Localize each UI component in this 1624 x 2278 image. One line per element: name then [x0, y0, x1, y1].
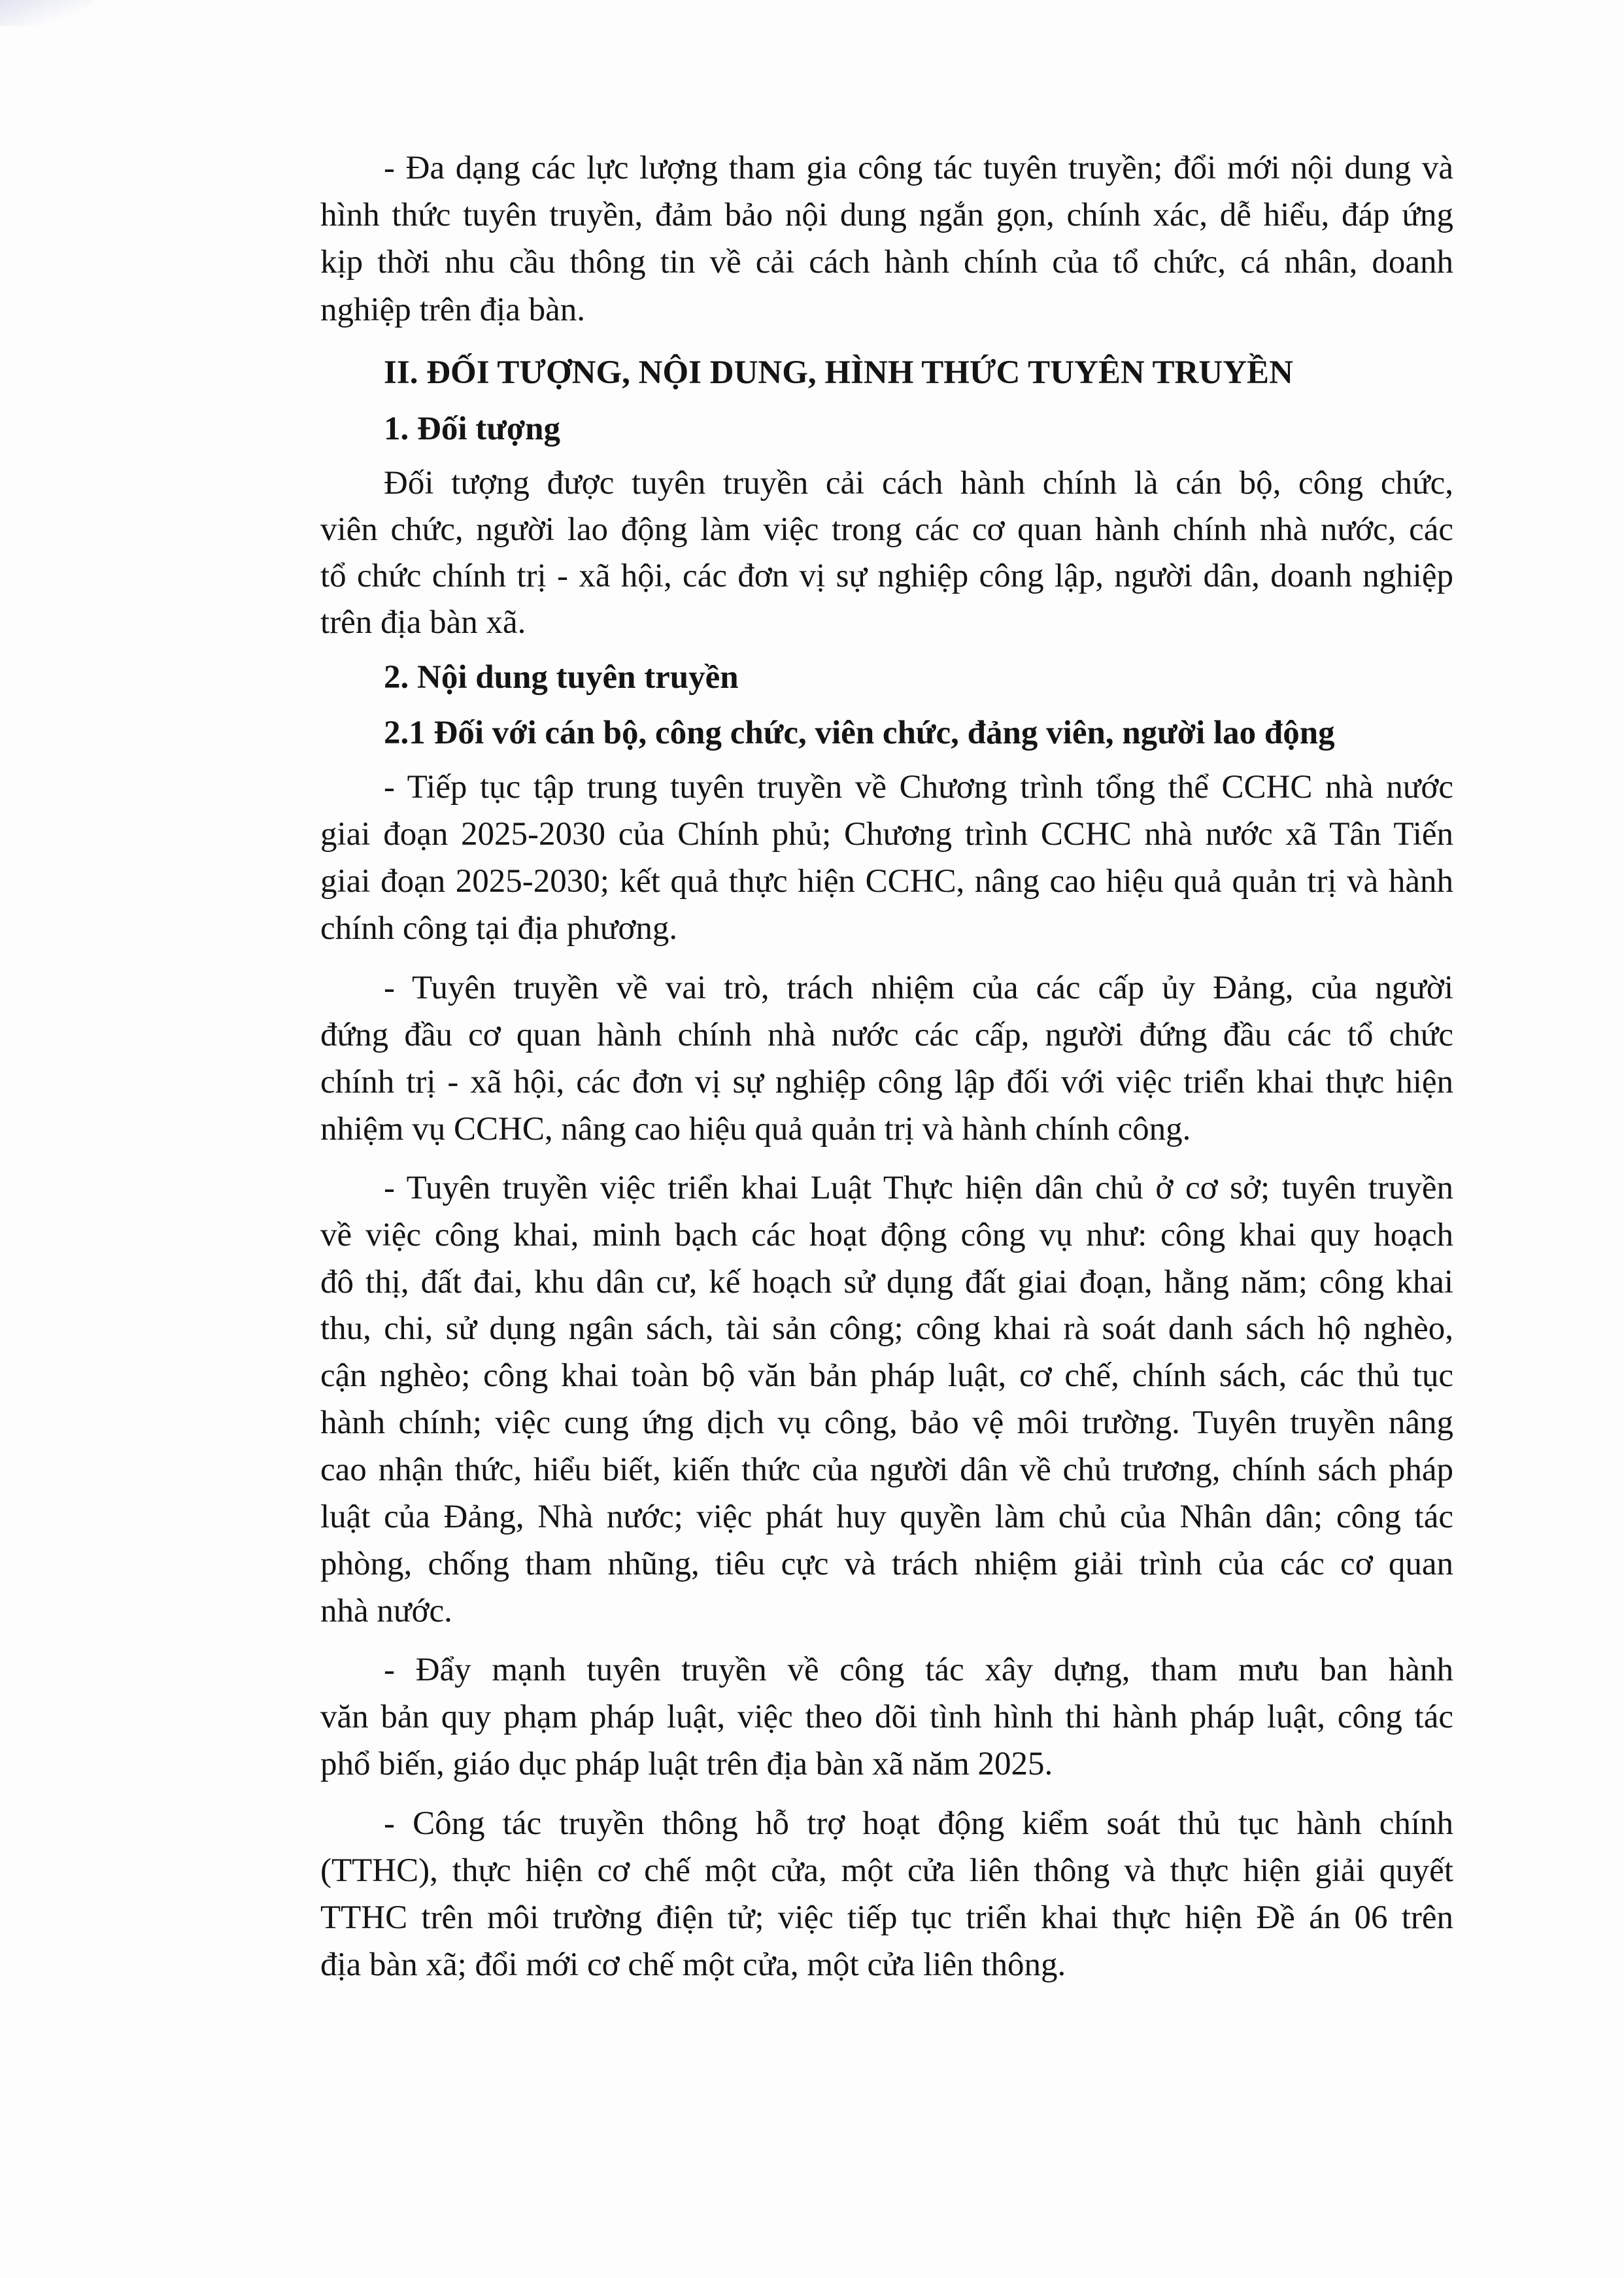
text-line: - Tuyên truyền việc triển khai Luật Thực hiện dân chủ ở cơ sở; tuyên truyền [384, 1170, 1453, 1206]
text-line: hành chính; việc cung ứng dịch vụ công, bảo vệ môi trường. Tuyên truyền nâng [320, 1404, 1453, 1441]
text-line: Đối tượng được tuyên truyền cải cách hành chính là cán bộ, công chức, [384, 465, 1453, 502]
subsection-heading: 2.1 Đối với cán bộ, công chức, viên chức, đảng viên, người lao động [384, 715, 1335, 751]
text-line: tổ chức chính trị - xã hội, các đơn vị sự nghiệp công lập, người dân, doanh nghiệp [320, 558, 1453, 594]
text-line: giai đoạn 2025-2030 của Chính phủ; Chương trình CCHC nhà nước xã Tân Tiến [320, 816, 1453, 853]
text-line: trên địa bàn xã. [320, 604, 526, 641]
text-line: nghiệp trên địa bàn. [320, 292, 586, 328]
text-line: - Đa dạng các lực lượng tham gia công tác tuyên truyền; đổi mới nội dung và [384, 150, 1453, 186]
text-line: phổ biến, giáo dục pháp luật trên địa bàn xã năm 2025. [320, 1746, 1053, 1782]
text-line: giai đoạn 2025-2030; kết quả thực hiện CCHC, nâng cao hiệu quả quản trị và hành [320, 863, 1453, 900]
text-line: - Đẩy mạnh tuyên truyền về công tác xây dựng, tham mưu ban hành [384, 1652, 1453, 1688]
subsection-heading: 1. Đối tượng [384, 411, 560, 447]
text-line: cận nghèo; công khai toàn bộ văn bản pháp luật, cơ chế, chính sách, các thủ tục [320, 1357, 1453, 1394]
text-line: hình thức tuyên truyền, đảm bảo nội dung ngắn gọn, chính xác, dễ hiểu, đáp ứng [320, 197, 1453, 233]
text-line: về việc công khai, minh bạch các hoạt động công vụ như: công khai quy hoạch [320, 1217, 1453, 1253]
text-line: địa bàn xã; đổi mới cơ chế một cửa, một cửa liên thông. [320, 1946, 1066, 1983]
text-line: văn bản quy phạm pháp luật, việc theo dõi tình hình thi hành pháp luật, công tác [320, 1699, 1453, 1735]
text-line: - Tuyên truyền về vai trò, trách nhiệm của các cấp ủy Đảng, của người [384, 970, 1453, 1006]
text-line: chính trị - xã hội, các đơn vị sự nghiệp công lập đối với việc triển khai thực hiện [320, 1064, 1453, 1100]
text-line: chính công tại địa phương. [320, 910, 678, 947]
text-line: đứng đầu cơ quan hành chính nhà nước các cấp, người đứng đầu các tổ chức [320, 1017, 1453, 1053]
text-line: kịp thời nhu cầu thông tin về cải cách hành chính của tổ chức, cá nhân, doanh [320, 244, 1453, 280]
text-line: TTHC trên môi trường điện tử; việc tiếp tục triển khai thực hiện Đề án 06 trên [320, 1899, 1453, 1936]
scan-edge-shading [0, 0, 92, 26]
text-line: cao nhận thức, hiểu biết, kiến thức của người dân về chủ trương, chính sách pháp [320, 1452, 1453, 1488]
text-line: - Công tác truyền thông hỗ trợ hoạt động kiểm soát thủ tục hành chính [384, 1805, 1453, 1842]
text-line: (TTHC), thực hiện cơ chế một cửa, một cửa liên thông và thực hiện giải quyết [320, 1852, 1453, 1889]
text-line: phòng, chống tham nhũng, tiêu cực và trách nhiệm giải trình của các cơ quan [320, 1546, 1453, 1582]
text-line: viên chức, người lao động làm việc trong các cơ quan hành chính nhà nước, các [320, 511, 1453, 548]
text-line: thu, chi, sử dụng ngân sách, tài sản công; công khai rà soát danh sách hộ nghèo, [320, 1310, 1453, 1347]
text-line: nhiệm vụ CCHC, nâng cao hiệu quả quản trị và hành chính công. [320, 1111, 1191, 1148]
text-line: nhà nước. [320, 1593, 452, 1629]
text-line: đô thị, đất đai, khu dân cư, kế hoạch sử dụng đất giai đoạn, hằng năm; công khai [320, 1264, 1453, 1300]
text-line: luật của Đảng, Nhà nước; việc phát huy quyền làm chủ của Nhân dân; công tác [320, 1499, 1453, 1535]
text-line: - Tiếp tục tập trung tuyên truyền về Chương trình tổng thể CCHC nhà nước [384, 769, 1453, 806]
subsection-heading: 2. Nội dung tuyên truyền [384, 659, 739, 696]
section-heading: II. ĐỐI TƯỢNG, NỘI DUNG, HÌNH THỨC TUYÊN TRUYỀN [384, 354, 1293, 391]
